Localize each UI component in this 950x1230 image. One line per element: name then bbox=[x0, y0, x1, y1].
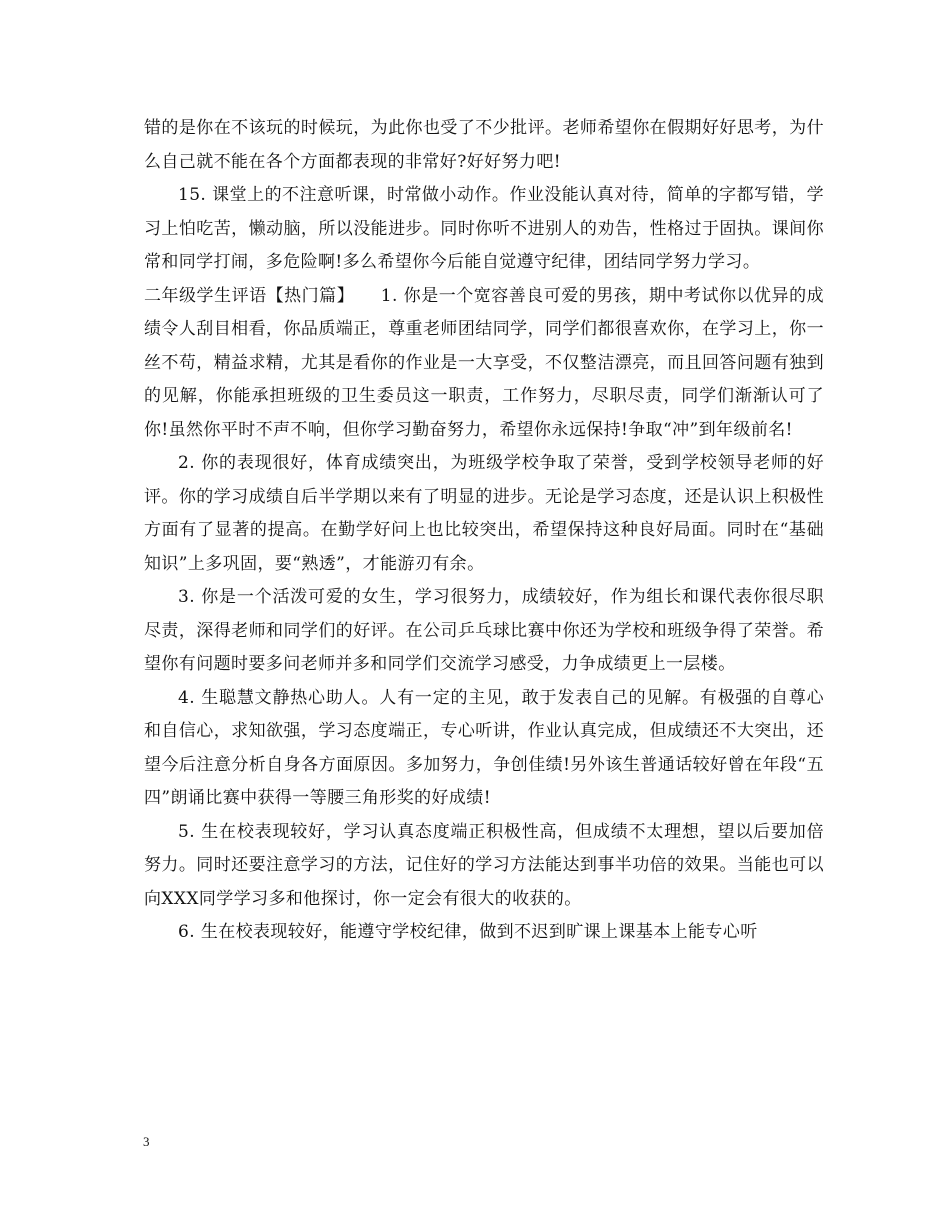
paragraph-section-heading-comment-1: 二年级学生评语【热门篇】 1. 你是一个宽容善良可爱的男孩，期中考试你以优异的成绩令人刮目相看，你品质端正，尊重老师团结同学，同学们都很喜欢你，在学习上，你一丝不苟，精益求精，尤其是看你的作业是一大享受，不仅整洁漂亮，而且回答问题有独到的见解，你能承担班级的卫生委员这一职责，工作努力，尽职尽责，同学们渐渐认可了你!虽然你平时不声不响，但你学习勤奋努力，希望你永远保持!争取“冲”到年级前名! bbox=[144, 285, 824, 440]
paragraph-comment-6: 6. 生在校表现较好，能遵守学校纪律，做到不迟到旷课上课基本上能专心听 bbox=[178, 922, 758, 942]
document-body bbox=[144, 112, 824, 950]
paragraph-comment-15: 15. 课堂上的不注意听课，时常做小动作。作业没能认真对待，简单的字都写错，学习上怕吃苦，懒动脑，所以没能进步。同时你听不进别人的劝告，性格过于固执。课间你常和同学打闹，多危险啊!多么希望你今后能自觉遵守纪律，团结同学努力学习。 bbox=[144, 185, 824, 272]
paragraph-comment-5: 5. 生在校表现较好，学习认真态度端正积极性高，但成绩不太理想，望以后要加倍努力。同时还要注意学习的方法，记住好的学习方法能达到事半功倍的效果。当能也可以向XXX同学学习多和他探讨，你一定会有很大的收获的。 bbox=[144, 821, 824, 909]
page-number: 3 bbox=[143, 1134, 150, 1149]
paragraph-continuation: 错的是你在不该玩的时候玩，为此你也受了不少批评。老师希望你在假期好好思考，为什么自己就不能在各个方面都表现的非常好?好好努力吧! bbox=[144, 118, 824, 172]
paragraph-comment-2: 2. 你的表现很好，体育成绩突出，为班级学校争取了荣誉，受到学校领导老师的好评。你的学习成绩自后半学期以来有了明显的进步。无论是学习态度，还是认识上积极性方面有了显著的提高。在勤学好问上也比较突出，希望保持这种良好局面。同时在“基础知识”上多巩固，要“熟透”，才能游刃有余。 bbox=[144, 453, 824, 574]
paragraph-comment-3: 3. 你是一个活泼可爱的女生，学习很努力，成绩较好，作为组长和课代表你很尽职尽责，深得老师和同学们的好评。在公司乒乓球比赛中你还为学校和班级争得了荣誉。希望你有问题时要多问老师并多和同学们交流学习感受，力争成绩更上一层楼。 bbox=[144, 587, 824, 674]
paragraph-comment-4: 4. 生聪慧文静热心助人。人有一定的主见，敢于发表自己的见解。有极强的自尊心和自信心，求知欲强，学习态度端正，专心听讲，作业认真完成，但成绩还不大突出，还望今后注意分析自身各方面原因。多加努力，争创佳绩!另外该生普通话较好曾在年段“五四”朗诵比赛中获得一等腰三角形奖的好成绩! bbox=[144, 687, 824, 808]
